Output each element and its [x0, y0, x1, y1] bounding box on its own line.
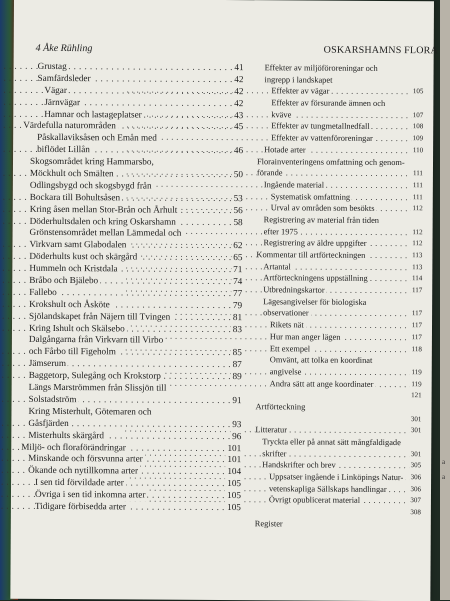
toc-entry-page: 56 [231, 205, 242, 217]
toc-entry-page: 42 [232, 74, 243, 86]
toc-entry-page: 307 [408, 496, 421, 508]
toc-entry-title: Dalgångarna från Virkvarn till Virbo [29, 334, 165, 347]
toc-entry-page: 101 [225, 454, 241, 466]
toc-entry [255, 471, 421, 484]
toc-entry-title: Ingående material [264, 179, 326, 191]
toc-entry-page: 112 [410, 227, 422, 239]
toc-entry-page: 105 [225, 478, 241, 490]
toc-entry [256, 331, 422, 344]
toc-entry [257, 97, 423, 110]
toc-entry-page: 87 [231, 359, 242, 371]
toc-entry [255, 483, 421, 496]
toc-entry [258, 62, 424, 75]
toc-entry-title: Hotade arter [264, 144, 308, 156]
toc-entry-page: 45 [232, 122, 243, 134]
next-page-edge [440, 0, 450, 600]
toc-entry-page: 50 [232, 169, 243, 181]
toc-entry-page: 58 [231, 217, 242, 229]
toc-entry [257, 179, 423, 192]
toc-entry [255, 401, 421, 414]
toc-entry [255, 448, 421, 461]
toc-entry [255, 506, 421, 519]
toc-entry [257, 121, 423, 134]
toc-entry-page: 65 [231, 252, 242, 264]
toc-entry-page: 81 [231, 312, 242, 324]
toc-entry-title: Utbredningskartor [263, 284, 326, 296]
toc-entry [257, 156, 423, 169]
toc-entry-title: Effekter av försurande ämnen och [271, 97, 387, 109]
toc-entry-page: 117 [410, 332, 422, 344]
toc-entry-title: Litteratur [255, 425, 289, 437]
toc-entry-title: Andra sätt att ange koordinater [270, 378, 376, 390]
toc-entry-page: 118 [410, 344, 422, 356]
toc-entry [257, 202, 423, 215]
toc-entry [256, 296, 422, 309]
toc-entry-page: 71 [231, 264, 242, 276]
toc-entry [256, 261, 422, 274]
toc-entry-page: 111 [411, 192, 423, 204]
toc-entry-page: 83 [231, 324, 242, 336]
toc-entry-title: Baggetorp, Sulegång och Krokstorp [29, 370, 163, 383]
toc-entry-title: Solstadström [29, 394, 79, 406]
toc-entry-title: Artantal [263, 261, 293, 273]
toc-entry-title: skrifter [262, 448, 288, 460]
toc-entry-title: Jämserum [29, 358, 68, 370]
toc-entry-title: Möckhult och Smälten [30, 168, 116, 180]
toc-entry [255, 518, 421, 531]
toc-entry-title: Urval av områden som besökts [271, 203, 377, 215]
toc-entry [256, 308, 422, 321]
toc-entry-title: Ett exempel [270, 343, 312, 355]
page-header-author: 4 Åke Rühling [36, 43, 93, 54]
toc-entry-page: 117 [410, 320, 422, 332]
toc-entry-page: 101 [225, 443, 241, 455]
toc-entry-title: Omvänt, att tolka en koordinat [270, 354, 375, 366]
edge-letter: a [442, 470, 445, 485]
page-header-title: OSKARSHAMNS FLORA [324, 45, 438, 57]
toc-entry-title: Register [255, 518, 285, 530]
toc-entry-title: Grustag [38, 61, 69, 73]
toc-entry-page: 308 [408, 507, 421, 519]
toc-entry [257, 226, 423, 239]
toc-entry [256, 238, 422, 251]
toc-entry-page: 42 [232, 86, 243, 98]
toc-entry-title: Gåsfjärden [28, 418, 70, 430]
toc-entry [255, 460, 421, 473]
toc-entry-title: Sjölandskapet från Näjern till Tvingen [29, 311, 172, 324]
toc-entry-title: Järnvägar [44, 97, 82, 109]
toc-entry-page: 77 [231, 288, 242, 300]
toc-entry-title: Grönstensområdet mellan Lämmedal och [30, 227, 184, 240]
toc-entry-title: Systematisk omfattning [271, 191, 352, 203]
toc-entry-page: 91 [230, 395, 241, 407]
toc-entry-title: Övriga i sen tid inkomna arter [35, 489, 148, 502]
toc-entry-title: Effekter av miljöföroreningar och [265, 62, 380, 74]
toc-entry-page: 121 [409, 390, 422, 402]
toc-entry-title: kväve [271, 109, 293, 121]
toc-entry-page: 74 [231, 276, 242, 288]
toc-entry-title: Skogsområdet kring Hammarsbo, [30, 156, 156, 169]
toc-entry-title: Misterhults skärgård [28, 429, 106, 441]
toc-entry [257, 109, 423, 122]
toc-entry-title: Hamnar och lastageplatser [44, 108, 144, 121]
toc-entry-page: 62 [231, 240, 242, 252]
toc-entry-page: 113 [410, 262, 422, 274]
toc-entry-page: 301 [409, 414, 422, 426]
toc-entry [255, 425, 421, 438]
book-page [10, 0, 434, 601]
toc-entry-page: 43 [232, 110, 243, 122]
toc-entry-page: 93 [230, 419, 241, 431]
toc-entry-title: Minskande och försvunna arter [28, 453, 145, 466]
toc-entry-page: 107 [411, 110, 424, 122]
toc-entry-title: Krokshult och Åsköte [29, 299, 112, 311]
toc-entry-title: Handskrifter och brev [262, 460, 338, 472]
toc-entry-page: 46 [232, 145, 243, 157]
toc-entry-page: 301 [409, 449, 422, 461]
toc-entry-page: 105 [411, 87, 424, 99]
toc-entry-title: Artförteckningens uppställning [263, 273, 370, 285]
toc-entry-title: Effekter av tungmetallnedfall [271, 121, 372, 133]
toc-entry-title: Kring åsen mellan Stor-Brån och Århult [30, 204, 180, 217]
toc-entry [257, 191, 423, 204]
toc-entry [257, 214, 423, 227]
toc-entry-page: 105 [225, 502, 241, 514]
toc-entry [256, 249, 422, 262]
toc-entry-page: 104 [225, 466, 241, 478]
toc-entry-title: efter 1975 [264, 226, 300, 238]
toc-entry-title: Registrering av äldre uppgifter [263, 238, 368, 250]
toc-entry-page: 109 [411, 133, 424, 145]
toc-entry [256, 366, 422, 379]
toc-entry-page: 108 [411, 122, 424, 134]
toc-entry-page: 112 [410, 238, 422, 250]
toc-entry-title: observationer [263, 308, 311, 320]
toc-entry-title: Kring Ishult och Skälsebo [29, 322, 127, 335]
toc-entry-title: Registrering av material från tiden [264, 214, 381, 226]
toc-entry [256, 343, 422, 356]
toc-entry-page: 105 [225, 490, 241, 502]
toc-entry [257, 86, 423, 99]
toc-entry-title: Bockara till Bohultsåsen [30, 192, 122, 204]
toc-entry-page: 89 [230, 371, 241, 383]
toc-entry-title: förande [257, 167, 285, 179]
toc-entry-title: Hummeln och Kristdala [29, 263, 119, 275]
toc-entry [257, 167, 423, 180]
toc-entry-page: 119 [409, 379, 421, 391]
toc-entry-page: 111 [411, 168, 423, 180]
toc-entry-page: 41 [232, 62, 243, 74]
toc-entry-title: Övrigt opublicerat material [269, 495, 362, 507]
toc-entry-title: Påskallaviksåsen och Emån med [37, 132, 159, 145]
toc-entry-page: 301 [409, 425, 422, 437]
toc-entry-page: 110 [411, 145, 423, 157]
edge-letter: a [442, 455, 445, 470]
toc-entry-title: Artförteckning [255, 401, 307, 413]
toc-entry-page: 96 [230, 431, 241, 443]
toc-entry-title: biflödet Lillån [37, 144, 92, 156]
toc-entry-title: Tryckta eller på annat sätt mångfaldigade [262, 436, 403, 449]
toc-entry-page: 42 [232, 98, 243, 110]
toc-entry-title: Döderhultsdalen och kring Oskarshamn [30, 215, 178, 228]
toc-entry-title: Rikets nät [270, 319, 306, 331]
toc-entry-title: Lägesangivelser för biologiska [263, 296, 368, 308]
toc-entry-title: Florainventeringens omfattning och genom- [257, 156, 407, 169]
toc-entry-page: 305 [409, 461, 422, 473]
toc-entry-page: 85 [231, 347, 242, 359]
toc-entry [255, 495, 421, 508]
toc-column-right [255, 62, 424, 531]
toc-entry [256, 389, 422, 402]
toc-entry-title: Effekter av vägar [271, 86, 331, 98]
toc-entry-title: Bråbo och Bjälebo [29, 275, 100, 287]
toc-entry-title: Värdefulla naturområden [23, 120, 118, 132]
toc-entry [257, 132, 423, 145]
toc-entry-title: Effekter av vattenföroreningar [271, 132, 375, 144]
toc-entry-page: 111 [411, 180, 423, 192]
toc-entry-page: 114 [410, 274, 422, 286]
toc-entry-title: och Fårbo till Figeholm [29, 346, 118, 358]
toc-entry-title: I sen tid förvildade arter [35, 477, 126, 489]
toc-entry-title: Tidigare förbisedda arter [35, 501, 128, 513]
toc-entry [255, 436, 421, 449]
next-page-text [442, 455, 445, 485]
toc-entry-page: 119 [409, 367, 421, 379]
toc-entry-title: Samfärdsleder [37, 73, 92, 85]
toc-entry-title: angivelse [270, 366, 304, 378]
toc-entry-page: 117 [410, 285, 422, 297]
toc-entry-title: Kommentar till artförteckningen [256, 249, 367, 261]
toc-entry-page: 53 [232, 193, 243, 205]
toc-entry [257, 144, 423, 157]
toc-entry [257, 74, 423, 87]
toc-entry-page: 306 [408, 484, 421, 496]
toc-entry [256, 284, 422, 297]
toc-entry-title: Uppsatser ingående i Linköpings Natur- [269, 471, 405, 484]
toc-entry-title: Döderhults kust och skärgård [29, 251, 139, 264]
toc-entry-title: Odlingsbygd och skogsbygd från [30, 180, 154, 193]
toc-entry-page: 79 [231, 300, 242, 312]
toc-entry-title: Fallebo [29, 287, 59, 299]
toc-entry [256, 378, 422, 391]
toc-entry [256, 273, 422, 286]
toc-entry-title: Hur man anger lägen [270, 331, 343, 343]
toc-entry-page: 306 [409, 472, 422, 484]
toc-entry-page: 113 [410, 250, 422, 262]
toc-entry [256, 354, 422, 367]
toc-entry-title: Kring Misterhult, Götemaren och [28, 406, 153, 419]
toc-entry-title: Längs Marströmmen från Slissjön till [29, 382, 169, 395]
toc-entry-page: 117 [410, 309, 422, 321]
toc-entry [256, 319, 422, 332]
toc-entry-title: vetenskapliga Sällskaps handlingar [269, 483, 389, 495]
toc-entry-page: 112 [410, 203, 422, 215]
toc-entry-title: Virkvarn samt Glabodalen [29, 239, 128, 252]
toc-entry-title: Ökande och nytillkomna arter [28, 465, 140, 478]
toc-entry-title: Miljö- och florаförändringar [21, 441, 128, 454]
toc-entry [255, 413, 421, 426]
toc-entry-title: Vägar [44, 85, 69, 97]
toc-entry-title: ingrepp i landskapet [264, 74, 334, 86]
